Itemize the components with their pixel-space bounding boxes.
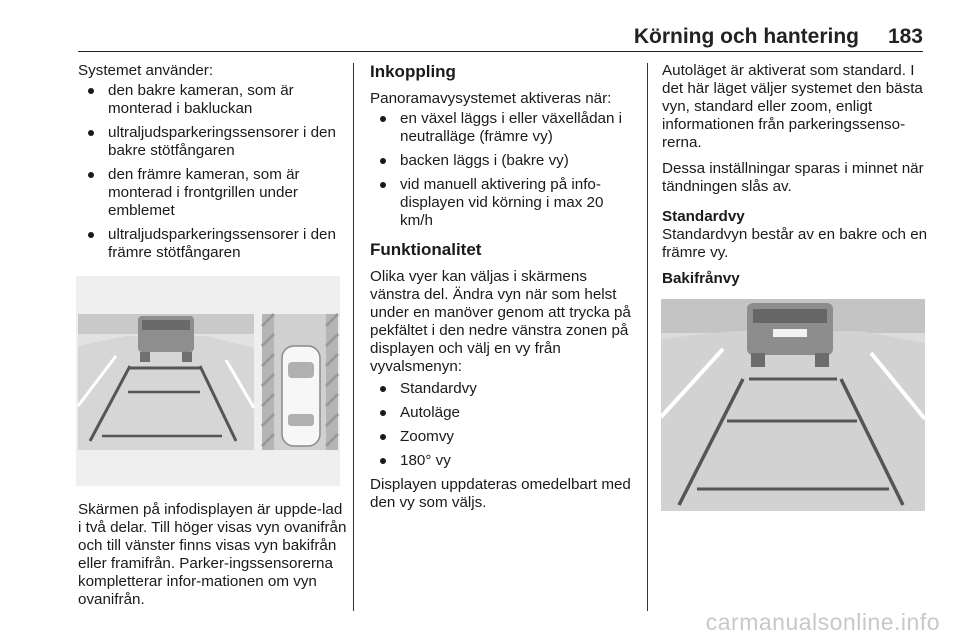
list-item: den främre kameran, som är monterad i frontgrillen under emblemet [78, 166, 340, 220]
page-number: 183 [887, 25, 923, 48]
rear-view-figure [661, 299, 925, 511]
top-view [262, 314, 338, 450]
heading-function: Funktionalitet [370, 240, 482, 259]
column-divider-2 [647, 63, 648, 611]
list-item: backen läggs i (bakre vy) [370, 152, 638, 170]
standard-view-text: Standardvyn består av en bakre och en främre vy. [662, 226, 928, 261]
view-options-list [370, 380, 638, 470]
list-item: Standardvy [370, 380, 638, 398]
rear-camera-view [78, 314, 254, 450]
auto-mode-text: Autoläget är aktiverat som standard. I det här läget väljer systemet den bästa vyn, standard eller zoom, enligt informationen från parkeringssenso-rerna. [662, 62, 923, 151]
list-item: vid manuell aktivering på info-displayen vid körning i max 20 km/h [370, 176, 638, 230]
column-3 [662, 62, 932, 288]
function-text: Olika vyer kan väljas i skärmens vänstra del. Ändra vyn när som helst under en manöver genom att trycka på pekfältet i den nedre vänstra zonen på displayen och välj en vy från vyvalsmenyn: [370, 268, 631, 375]
list-item: den bakre kameran, som är monterad i bakluckan [78, 82, 340, 118]
split-view-illustration [76, 276, 340, 486]
page-header [78, 25, 923, 52]
chapter-title: Körning och hantering [633, 25, 859, 48]
heading-rear-view: Bakifrånvy [662, 270, 740, 287]
column-2 [370, 62, 638, 520]
list-item: ultraljudsparkeringssensorer i den bakre stötfångaren [78, 124, 340, 160]
list-item: en växel läggs i eller växellådan i neutralläge (främre vy) [370, 110, 638, 146]
column-divider-1 [353, 63, 354, 611]
saved-settings-text: Dessa inställningar sparas i minnet när tändningen slås av. [662, 160, 924, 195]
figure-caption-block [78, 501, 348, 617]
list-item: ultraljudsparkeringssensorer i den främre stötfångaren [78, 226, 340, 262]
watermark: carmanualsonline.info [705, 609, 940, 635]
list-item: Autoläge [370, 404, 638, 422]
activation-list [370, 110, 638, 230]
list-item: 180° vy [370, 452, 638, 470]
components-list [78, 82, 340, 262]
intro-text: Systemet använder: [78, 62, 214, 79]
activation-intro: Panoramavysystemet aktiveras när: [370, 90, 612, 107]
column-1 [78, 62, 340, 268]
heading-activation: Inkoppling [370, 62, 456, 81]
figure-caption: Skärmen på infodisplayen är uppde-lad i två delar. Till höger visas vyn ovanifrån och till vänster finns visas vyn bakifrån eller framifrån. Parker-ingssensorerna kompletterar infor-mationen om vyn ovanifrån. [78, 501, 347, 608]
list-item: Zoomvy [370, 428, 638, 446]
update-text: Displayen uppdateras omedelbart med den vy som väljs. [370, 476, 631, 511]
split-view-figure [76, 276, 340, 486]
rear-camera-illustration [661, 299, 925, 511]
heading-standard-view: Standardvy [662, 208, 745, 225]
